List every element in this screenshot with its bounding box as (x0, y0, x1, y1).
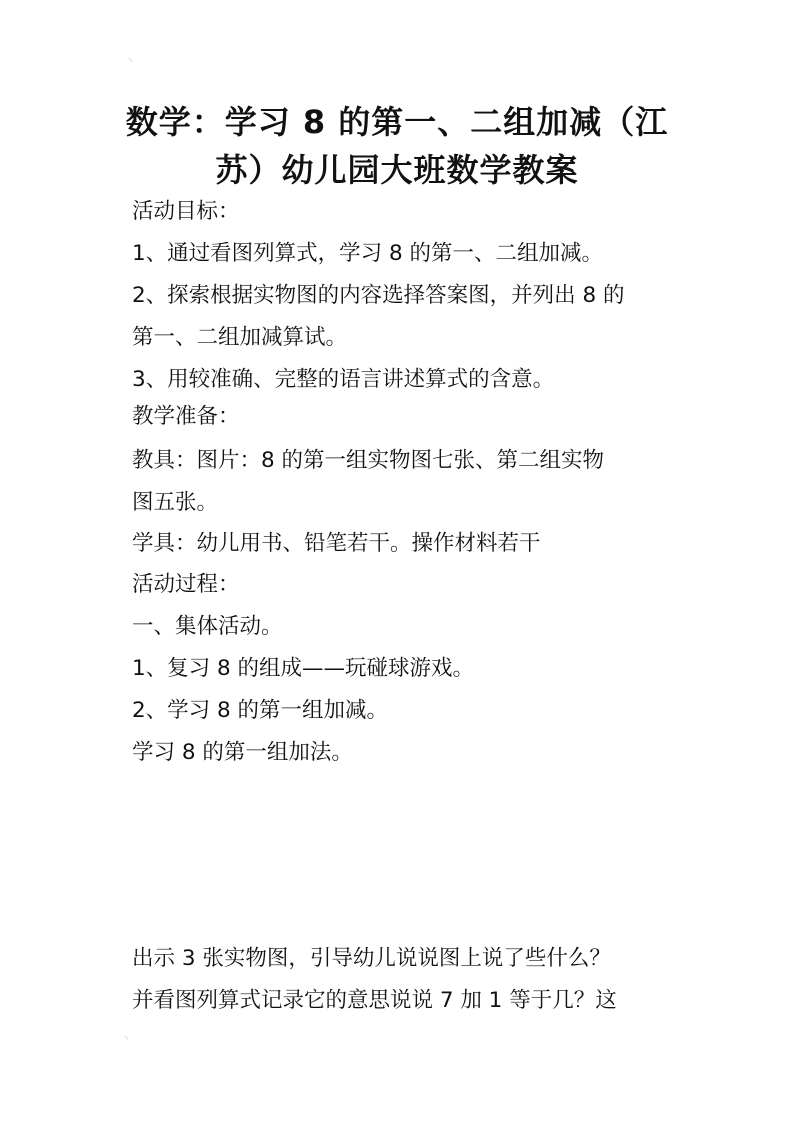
title-line-2: 苏）幼儿园大班数学教案 (215, 151, 579, 189)
body-line-8: 图五张。 (132, 490, 219, 515)
body-line-14: 学习 8 的第一组加法。 (132, 740, 353, 765)
body-line-12: 1、复习 8 的组成——玩碰球游戏。 (132, 656, 475, 681)
body-line-15: 出示 3 张实物图，引导幼儿说说图上说了些什么？ (132, 946, 611, 971)
body-line-9: 学具：幼儿用书、铅笔若干。操作材料若干 (132, 531, 541, 556)
body-line-5: 3、用较准确、完整的语言讲述算式的含意。 (132, 367, 555, 392)
body-line-7: 教具：图片：8 的第一组实物图七张、第二组实物 (132, 448, 605, 473)
body-line-6: 教学准备： (132, 404, 240, 429)
body-line-13: 2、学习 8 的第一组加减。 (132, 698, 389, 723)
body-line-10: 活动过程： (132, 572, 240, 597)
body-line-3: 2、探索根据实物图的内容选择答案图，并列出 8 的 (132, 283, 625, 308)
document-title (110, 98, 684, 194)
body-line-11: 一、集体活动。 (132, 614, 283, 639)
body-line-1: 活动目标： (132, 199, 240, 224)
body-line-16: 并看图列算式记录它的意思说说 7 加 1 等于几？这 (132, 988, 617, 1013)
corner-mark-bottom: ⸌ (124, 1035, 129, 1046)
body-line-2: 1、通过看图列算式，学习 8 的第一、二组加减。 (132, 241, 604, 266)
title-line-1: 数学：学习 8 的第一、二组加减（江 (125, 103, 669, 141)
corner-mark-top: ⸌ (128, 57, 133, 68)
body-line-4: 第一、二组加减算试。 (132, 325, 348, 350)
